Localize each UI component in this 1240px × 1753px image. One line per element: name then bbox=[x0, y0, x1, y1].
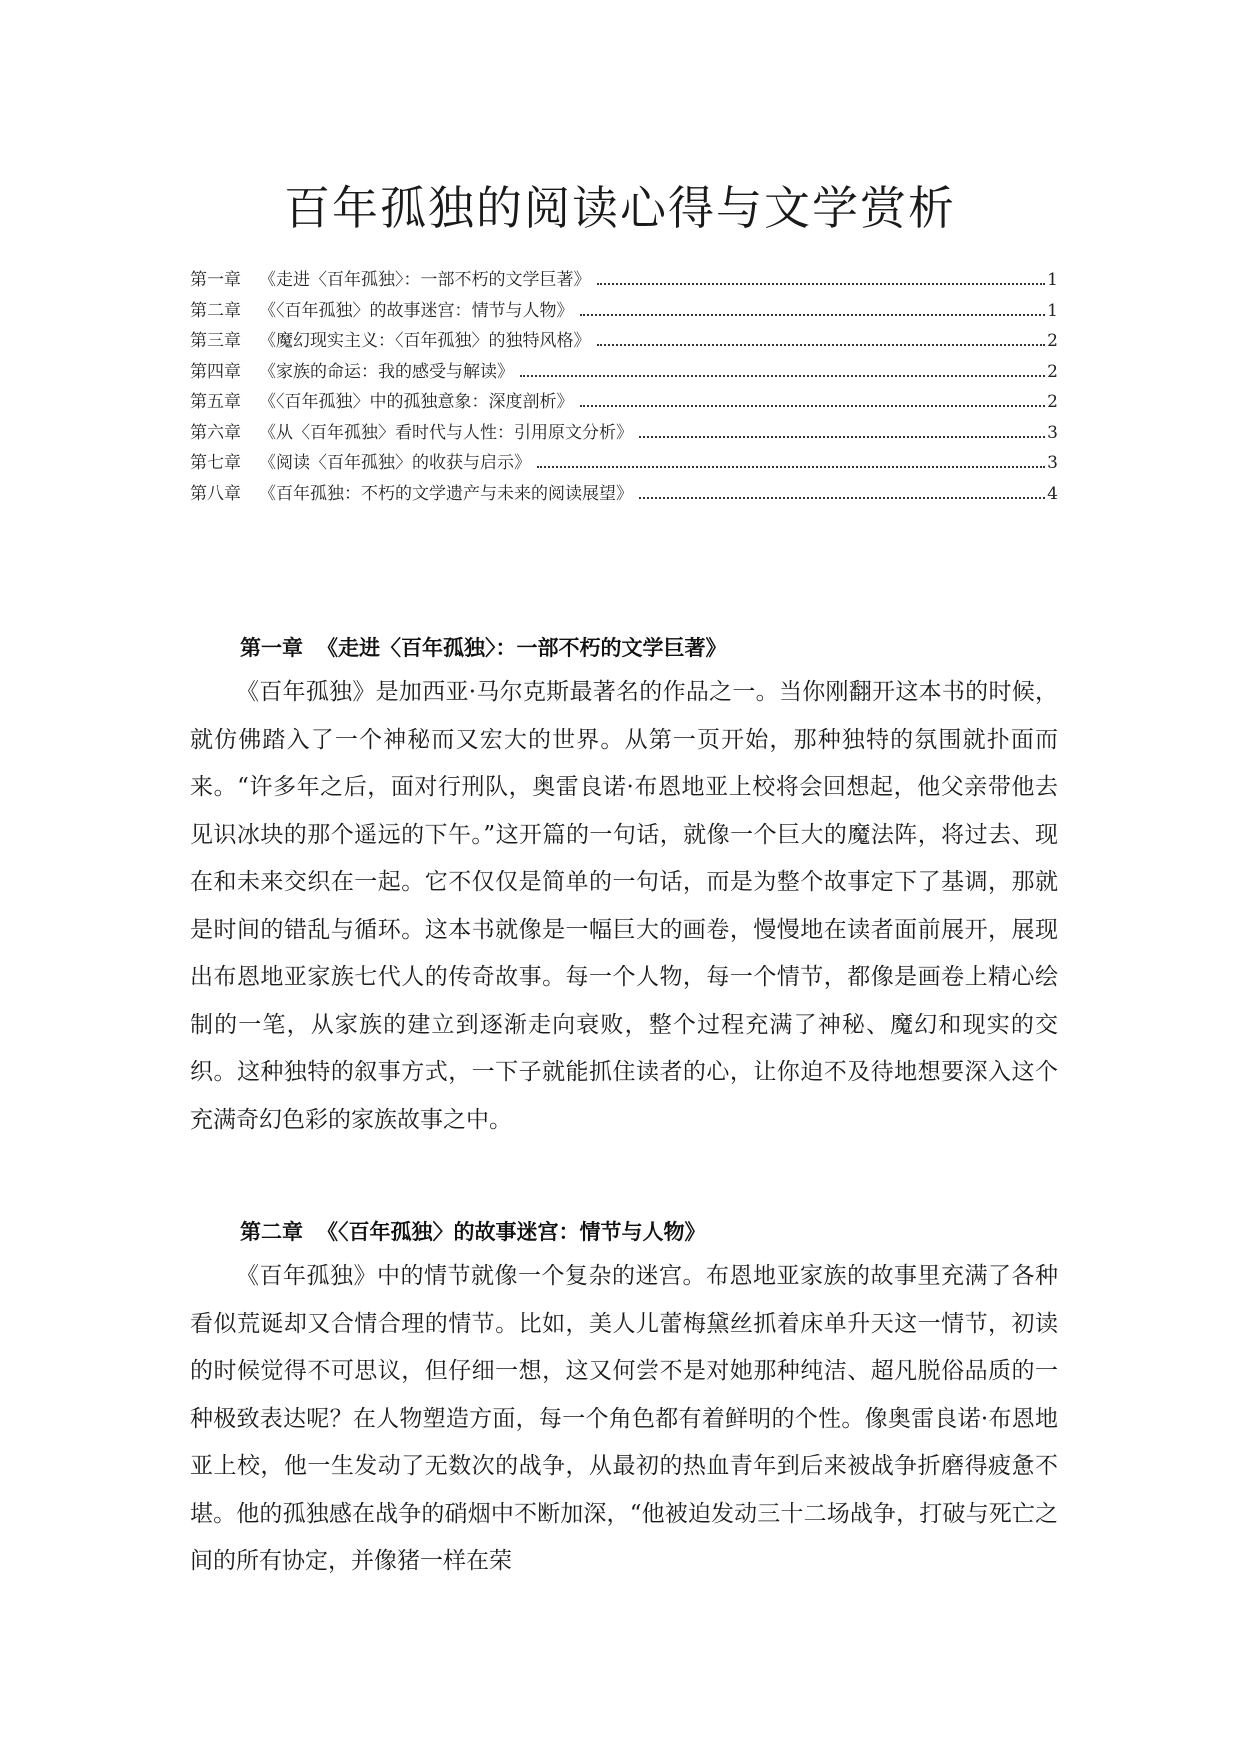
chapter-body-text: 《百年孤独》中的情节就像一个复杂的迷宫。布恩地亚家族的故事里充满了各种看似荒诞却又合情合理的情节。比如，美人儿蕾梅黛丝抓着床单升天这一情节，初读的时候觉得不可思议，但仔细一想，这又何尝不是对她那种纯洁、超凡脱俗品质的一种极致表达呢？在人物塑造方面，每一个角色都有着鲜明的个性。像奥雷良诺·布恩地亚上校，他一生发动了无数次的战争，从最初的热血青年到后来被战争折磨得疲惫不堪。他的孤独感在战争的硝烟中不断加深，“他被迫发动三十二场战争，打破与死亡之间的所有协定，并像猪一样在荣 bbox=[190, 1263, 1058, 1574]
chapter-title: 《走进〈百年孤独〉：一部不朽的文学巨著》 bbox=[317, 636, 727, 660]
toc-chapter-title: 《走进〈百年孤独〉：一部不朽的文学巨著》 bbox=[259, 270, 591, 290]
toc-page-number: 1 bbox=[1047, 270, 1058, 290]
chapter-body-text: 《百年孤独》是加西亚·马尔克斯最著名的作品之一。当你刚翻开这本书的时候，就仿佛踏入了一个神秘而又宏大的世界。从第一页开始，那种独特的氛围就扑面而来。“许多年之后，面对行刑队，奥雷良诺·布恩地亚上校将会回想起，他父亲带他去见识冰块的那个遥远的下午。”这开篇的一句话，就像一个巨大的魔法阵，将过去、现在和未来交织在一起。它不仅仅是简单的一句话，而是为整个故事定下了基调，那就是时间的错乱与循环。这本书就像是一幅巨大的画卷，慢慢地在读者面前展开，展现出布恩地亚家族七代人的传奇故事。每一个人物，每一个情节，都像是画卷上精心绘制的一笔，从家族的建立到逐渐走向衰败，整个过程充满了神秘、魔幻和现实的交织。这种独特的叙事方式，一下子就能抓住读者的心，让你迫不及待地想要深入这个充满奇幻色彩的家族故事之中。 bbox=[190, 679, 1058, 1133]
chapter-1-section bbox=[190, 633, 1058, 1144]
chapter-number: 第二章 bbox=[240, 1220, 303, 1244]
toc-chapter-title: 《〈百年孤独〉中的孤独意象：深度剖析》 bbox=[259, 392, 574, 412]
toc-leader-dots bbox=[639, 436, 1045, 438]
toc-page-number: 1 bbox=[1047, 300, 1058, 321]
toc-chapter-title: 《百年孤独：不朽的文学遗产与未来的阅读展望》 bbox=[259, 483, 633, 504]
toc-chapter-number: 第八章 bbox=[190, 483, 241, 504]
toc-page-number: 2 bbox=[1047, 392, 1058, 412]
toc-chapter-number: 第二章 bbox=[190, 300, 241, 321]
document-title: 百年孤独的阅读心得与文学赏析 bbox=[284, 181, 956, 235]
toc-leader-dots bbox=[639, 497, 1045, 499]
toc-leader-dots bbox=[580, 405, 1046, 407]
chapter-title: 《〈百年孤独〉的故事迷宫：情节与人物》 bbox=[317, 1220, 706, 1244]
toc-chapter-title: 《魔幻现实主义：〈百年孤独〉的独特风格》 bbox=[259, 331, 591, 351]
toc-entry-2[interactable] bbox=[190, 296, 1058, 327]
toc-entry-3[interactable] bbox=[190, 326, 1058, 357]
toc-leader-dots bbox=[597, 283, 1046, 285]
toc-chapter-number: 第一章 bbox=[190, 270, 241, 290]
toc-page-number: 4 bbox=[1047, 483, 1058, 504]
chapter-2-section bbox=[190, 1217, 1058, 1586]
table-of-contents bbox=[190, 265, 1058, 509]
toc-page-number: 2 bbox=[1047, 361, 1058, 382]
toc-leader-dots bbox=[597, 344, 1046, 346]
toc-page-number: 3 bbox=[1047, 453, 1058, 473]
toc-chapter-title: 《〈百年孤独〉的故事迷宫：情节与人物》 bbox=[259, 300, 574, 321]
toc-leader-dots bbox=[537, 466, 1045, 468]
toc-chapter-title: 《从〈百年孤独〉看时代与人性：引用原文分析》 bbox=[259, 422, 633, 443]
toc-page-number: 2 bbox=[1047, 331, 1058, 351]
toc-leader-dots bbox=[580, 314, 1046, 316]
toc-entry-7[interactable] bbox=[190, 448, 1058, 479]
chapter-number: 第一章 bbox=[240, 636, 303, 660]
toc-entry-5[interactable] bbox=[190, 387, 1058, 418]
chapter-heading bbox=[190, 633, 1058, 663]
toc-chapter-title: 《家族的命运：我的感受与解读》 bbox=[259, 361, 514, 382]
toc-chapter-number: 第七章 bbox=[190, 453, 241, 473]
toc-entry-8[interactable] bbox=[190, 479, 1058, 510]
chapter-heading bbox=[190, 1217, 1058, 1247]
toc-leader-dots bbox=[520, 375, 1045, 377]
toc-chapter-title: 《阅读〈百年孤独〉的收获与启示》 bbox=[259, 453, 531, 473]
toc-chapter-number: 第五章 bbox=[190, 392, 241, 412]
toc-entry-6[interactable] bbox=[190, 418, 1058, 449]
toc-chapter-number: 第六章 bbox=[190, 422, 241, 443]
toc-entry-1[interactable] bbox=[190, 265, 1058, 296]
toc-page-number: 3 bbox=[1047, 422, 1058, 443]
toc-chapter-number: 第四章 bbox=[190, 361, 241, 382]
toc-chapter-number: 第三章 bbox=[190, 331, 241, 351]
toc-entry-4[interactable] bbox=[190, 357, 1058, 388]
